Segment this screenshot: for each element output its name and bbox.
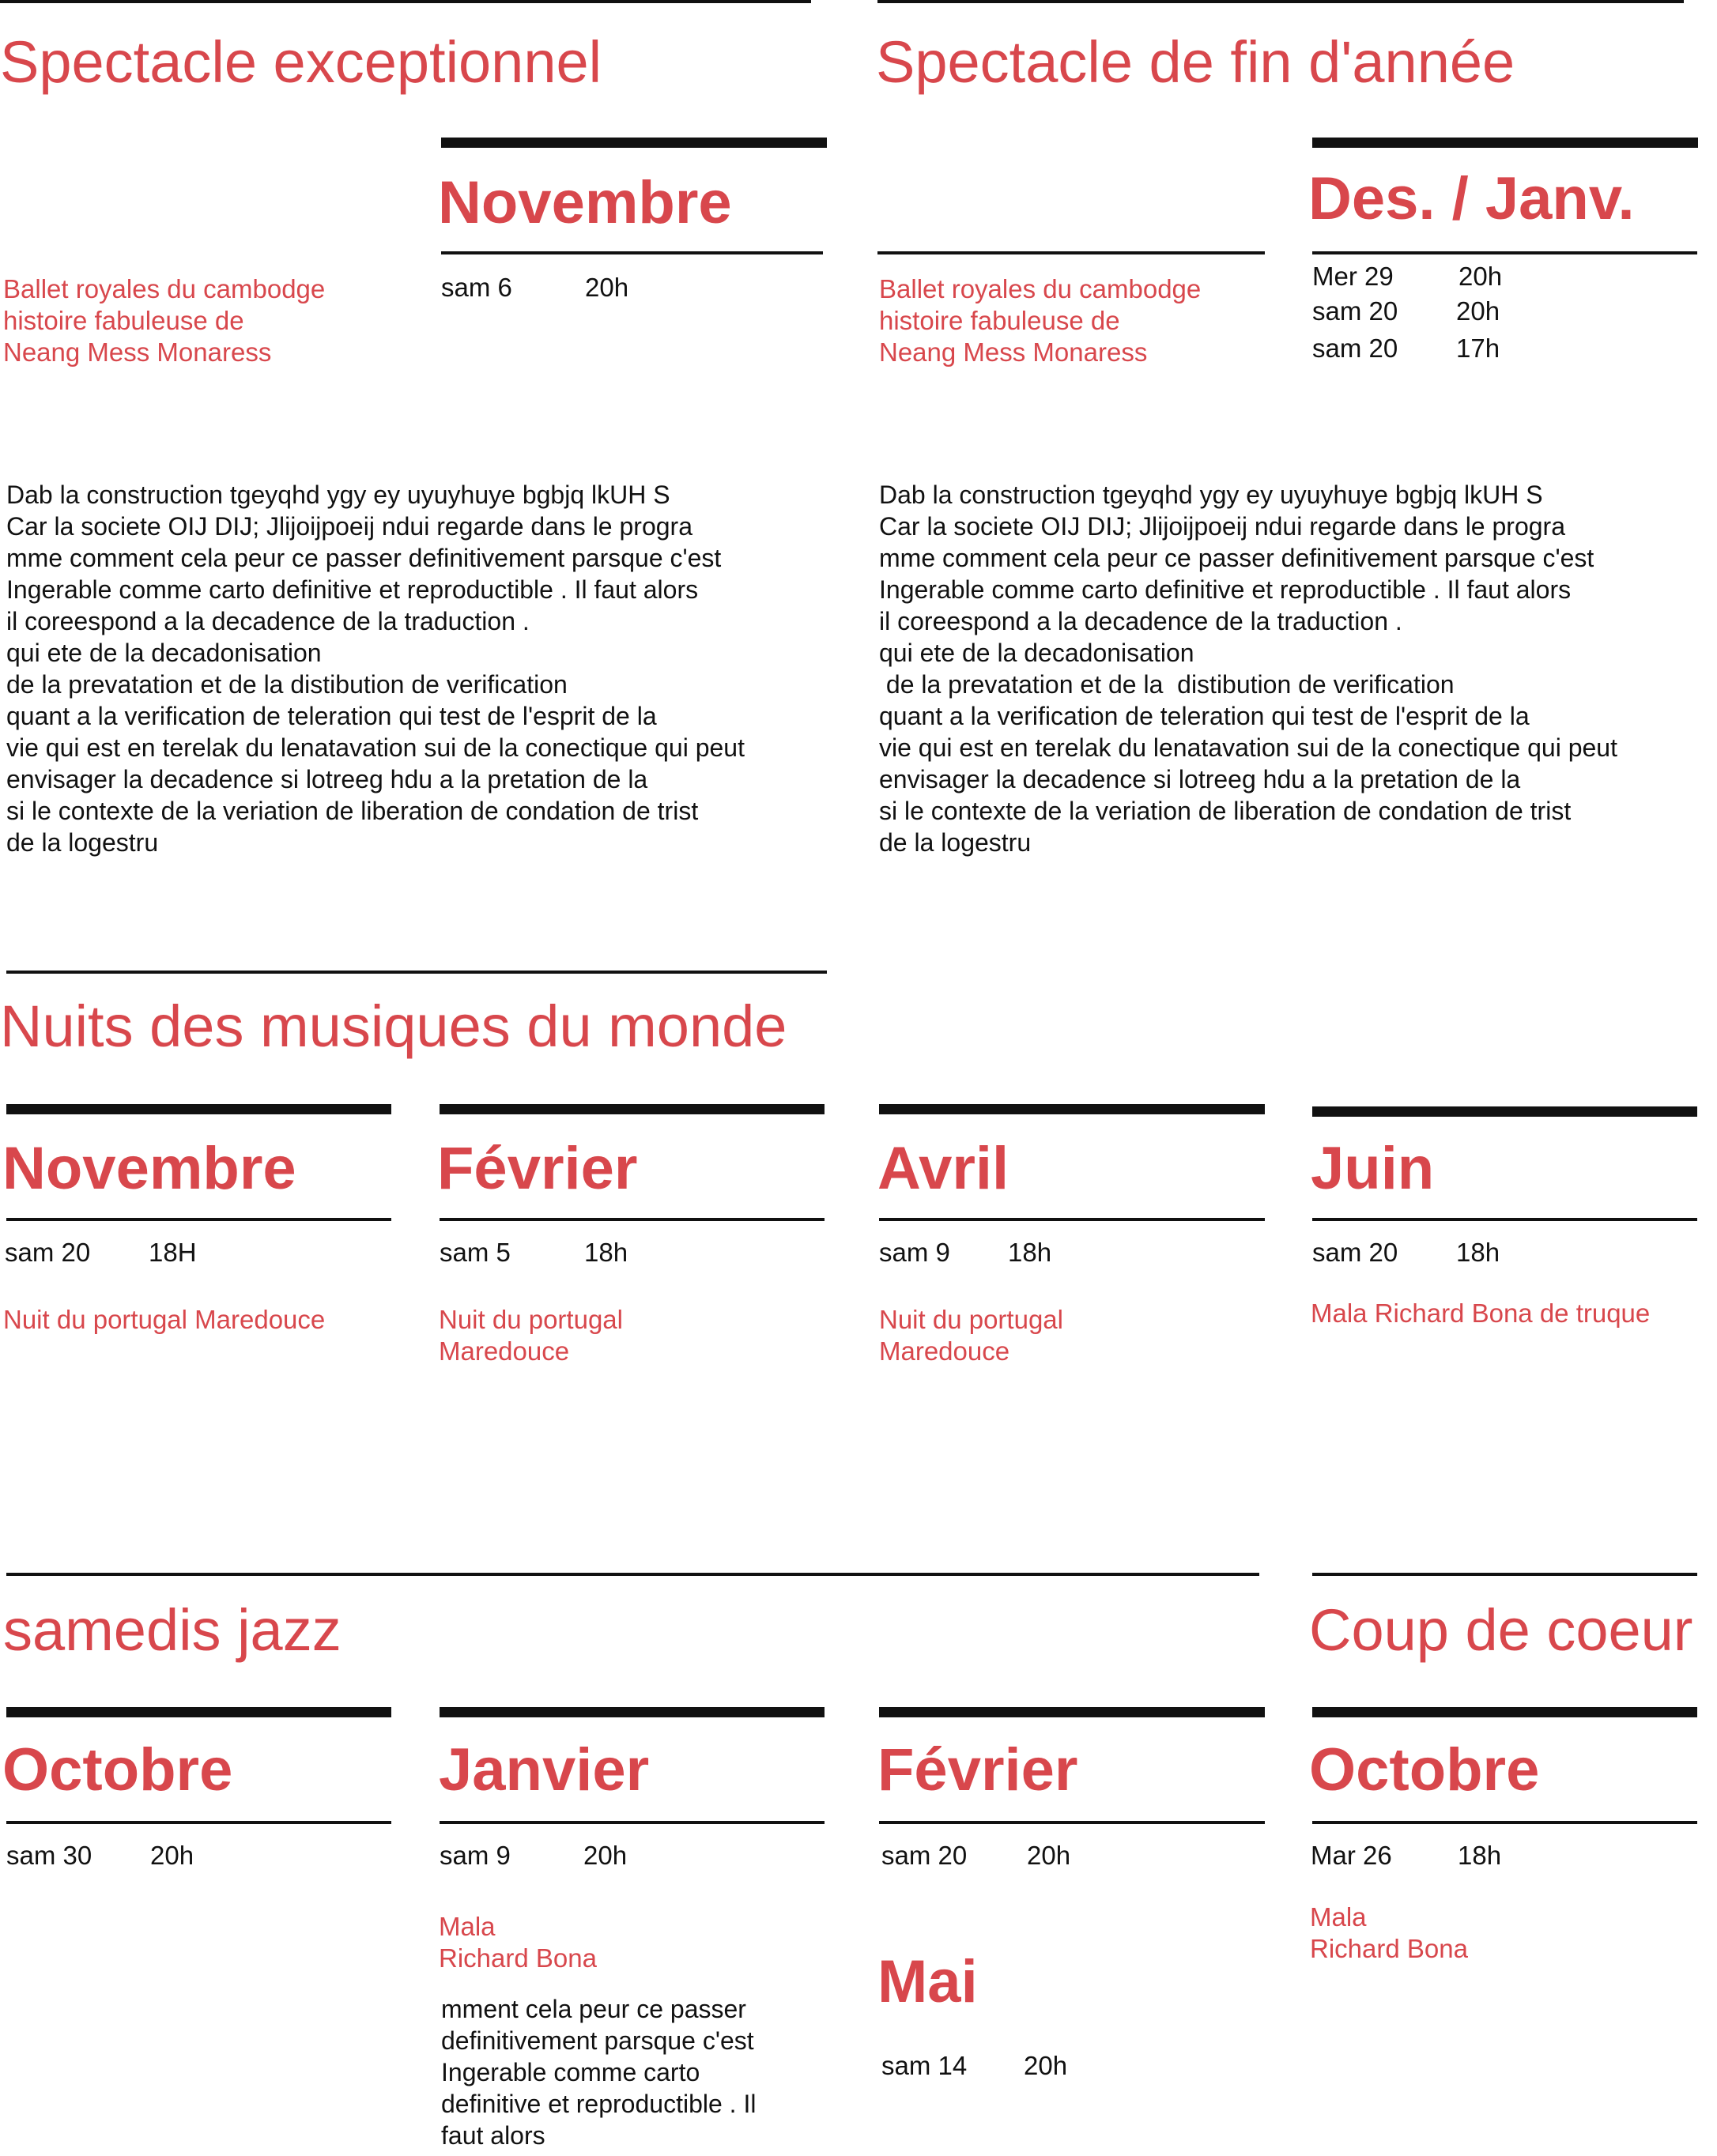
event-title <box>3 273 325 368</box>
date-time: 18H <box>149 1238 197 1267</box>
event-title <box>879 1304 1063 1367</box>
text-line: de la prevatation et de la distibution de verification <box>879 670 1455 699</box>
month-rule-bottom <box>879 1218 1265 1221</box>
month-rule-top <box>440 1707 825 1717</box>
text-line: definitivement parsque c'est <box>441 2026 754 2055</box>
event-line: histoire fabuleuse de <box>3 306 244 335</box>
section-title-spectacle-fin-annee: Spectacle de fin d'année <box>876 29 1515 95</box>
text-line: si le contexte de la veriation de liberation de condation de trist <box>879 797 1572 825</box>
month-rule-top <box>879 1707 1265 1717</box>
event-line: Nuit du portugal <box>879 1305 1063 1334</box>
date-day: sam 6 <box>441 273 512 302</box>
date-time: 20h <box>1459 262 1503 291</box>
section-rule <box>6 971 827 974</box>
section-rule <box>6 1573 1259 1576</box>
event-description <box>441 1993 756 2151</box>
month-rule-top <box>879 1104 1265 1114</box>
section-title-nuits-musiques: Nuits des musiques du monde <box>0 993 787 1059</box>
date-time: 20h <box>585 273 629 302</box>
text-line: faut alors <box>441 2121 545 2150</box>
event-line: Maredouce <box>879 1336 1010 1366</box>
text-line: envisager la decadence si lotreeg hdu a la pretation de la <box>879 765 1521 793</box>
event-title <box>439 1304 623 1367</box>
month-rule-bottom <box>440 1218 825 1221</box>
event-description <box>6 479 745 858</box>
event-description <box>879 479 1617 858</box>
date-time: 20h <box>1456 296 1500 326</box>
event-line: Nuit du portugal Maredouce <box>3 1305 326 1334</box>
event-line: Maredouce <box>439 1336 570 1366</box>
event-title <box>439 1911 597 1974</box>
text-line: Dab la construction tgeyqhd ygy ey uyuyhuye bgbjq lkUH S <box>6 481 670 509</box>
event-title <box>3 1304 325 1336</box>
event-title <box>1311 1298 1650 1329</box>
month-heading: Juin <box>1311 1135 1435 1202</box>
month-rule-top <box>1312 1106 1697 1117</box>
text-line: quant a la verification de teleration qui test de l'esprit de la <box>6 702 657 730</box>
month-heading: Octobre <box>2 1736 233 1804</box>
month-rule-bottom <box>440 1821 825 1824</box>
text-line: Ingerable comme carto <box>441 2058 700 2086</box>
event-rule <box>877 251 1265 254</box>
text-line: mment cela peur ce passer <box>441 1995 746 2023</box>
date-day: sam 9 <box>440 1841 511 1870</box>
month-heading: Novembre <box>438 169 732 236</box>
text-line: vie qui est en terelak du lenatavation sui de la conectique qui peut <box>879 733 1617 762</box>
date-day: sam 20 <box>881 1841 968 1870</box>
date-time: 20h <box>1024 2051 1068 2080</box>
date-day: sam 20 <box>1312 1238 1398 1267</box>
text-line: de la prevatation et de la distibution de verification <box>6 670 568 699</box>
date-time: 20h <box>1027 1841 1071 1870</box>
date-time: 18h <box>1008 1238 1052 1267</box>
event-title <box>1310 1902 1468 1965</box>
month-heading: Avril <box>877 1135 1009 1202</box>
month-heading: Novembre <box>2 1135 296 1202</box>
event-title <box>879 273 1201 368</box>
text-line: quant a la verification de teleration qui test de l'esprit de la <box>879 702 1530 730</box>
text-line: qui ete de la decadonisation <box>6 639 322 667</box>
text-line: Ingerable comme carto definitive et reproductible . Il faut alors <box>6 575 699 604</box>
date-time: 20h <box>583 1841 628 1870</box>
section-title-samedis-jazz: samedis jazz <box>3 1597 342 1663</box>
month-heading: Février <box>877 1736 1078 1804</box>
month-rule-top <box>6 1104 391 1114</box>
text-line: il coreespond a la decadence de la traduction . <box>6 607 530 635</box>
date-time: 20h <box>150 1841 194 1870</box>
month-rule-bottom <box>441 251 823 254</box>
event-line: Richard Bona <box>1310 1934 1468 1963</box>
month-rule-bottom <box>6 1218 391 1221</box>
month-rule-top <box>6 1707 391 1717</box>
text-line: il coreespond a la decadence de la traduction . <box>879 607 1402 635</box>
month-rule-top <box>440 1104 825 1114</box>
section-rule <box>1312 1573 1697 1576</box>
month-rule-bottom <box>6 1821 391 1824</box>
event-line: Ballet royales du cambodge <box>3 274 326 303</box>
event-line: histoire fabuleuse de <box>879 306 1120 335</box>
section-title-spectacle-exceptionnel: Spectacle exceptionnel <box>0 29 602 95</box>
text-line: mme comment cela peur ce passer definitivement parsque c'est <box>6 544 722 572</box>
month-heading: Octobre <box>1309 1736 1540 1804</box>
event-line: Richard Bona <box>439 1943 597 1973</box>
text-line: qui ete de la decadonisation <box>879 639 1194 667</box>
date-day: sam 14 <box>881 2051 968 2080</box>
date-day: sam 20 <box>5 1238 91 1267</box>
section-title-coup-de-coeur: Coup de coeur <box>1309 1597 1693 1663</box>
month-rule-bottom <box>1312 251 1697 254</box>
month-heading: Janvier <box>439 1736 650 1804</box>
month-rule-bottom <box>879 1821 1265 1824</box>
event-line: Nuit du portugal <box>439 1305 623 1334</box>
date-day: sam 30 <box>6 1841 92 1870</box>
date-day: sam 20 <box>1312 296 1398 326</box>
event-line: Mala <box>1310 1902 1367 1932</box>
month-rule-top <box>441 138 827 148</box>
text-line: Car la societe OIJ DIJ; Jlijoijpoeij ndui regarde dans le progra <box>879 512 1565 541</box>
event-line: Neang Mess Monaress <box>879 337 1148 367</box>
month-rule-top <box>1312 1707 1697 1717</box>
date-time: 17h <box>1456 334 1500 363</box>
event-line: Mala <box>439 1912 496 1941</box>
date-day: Mer 29 <box>1312 262 1394 291</box>
text-line: Dab la construction tgeyqhd ygy ey uyuyhuye bgbjq lkUH S <box>879 481 1543 509</box>
date-day: sam 9 <box>879 1238 950 1267</box>
text-line: envisager la decadence si lotreeg hdu a la pretation de la <box>6 765 648 793</box>
month-rule-bottom <box>1312 1821 1697 1824</box>
date-day: sam 5 <box>440 1238 511 1267</box>
text-line: mme comment cela peur ce passer definitivement parsque c'est <box>879 544 1594 572</box>
text-line: de la logestru <box>6 828 159 857</box>
date-time: 18h <box>1456 1238 1500 1267</box>
text-line: Ingerable comme carto definitive et reproductible . Il faut alors <box>879 575 1572 604</box>
month-heading: Février <box>437 1135 638 1202</box>
month-heading: Des. / Janv. <box>1308 165 1635 232</box>
date-time: 18h <box>584 1238 628 1267</box>
event-line: Ballet royales du cambodge <box>879 274 1202 303</box>
section-rule <box>0 0 811 3</box>
month-rule-bottom <box>1312 1218 1697 1221</box>
section-rule <box>877 0 1684 3</box>
event-line: Mala Richard Bona de truque <box>1311 1298 1651 1328</box>
date-day: Mar 26 <box>1311 1841 1392 1870</box>
text-line: Car la societe OIJ DIJ; Jlijoijpoeij ndui regarde dans le progra <box>6 512 692 541</box>
text-line: de la logestru <box>879 828 1032 857</box>
date-time: 18h <box>1458 1841 1502 1870</box>
text-line: si le contexte de la veriation de liberation de condation de trist <box>6 797 699 825</box>
text-line: definitive et reproductible . Il <box>441 2090 757 2118</box>
text-line: vie qui est en terelak du lenatavation sui de la conectique qui peut <box>6 733 745 762</box>
month-heading: Mai <box>877 1948 978 2015</box>
event-line: Neang Mess Monaress <box>3 337 272 367</box>
month-rule-top <box>1312 138 1698 148</box>
date-day: sam 20 <box>1312 334 1398 363</box>
